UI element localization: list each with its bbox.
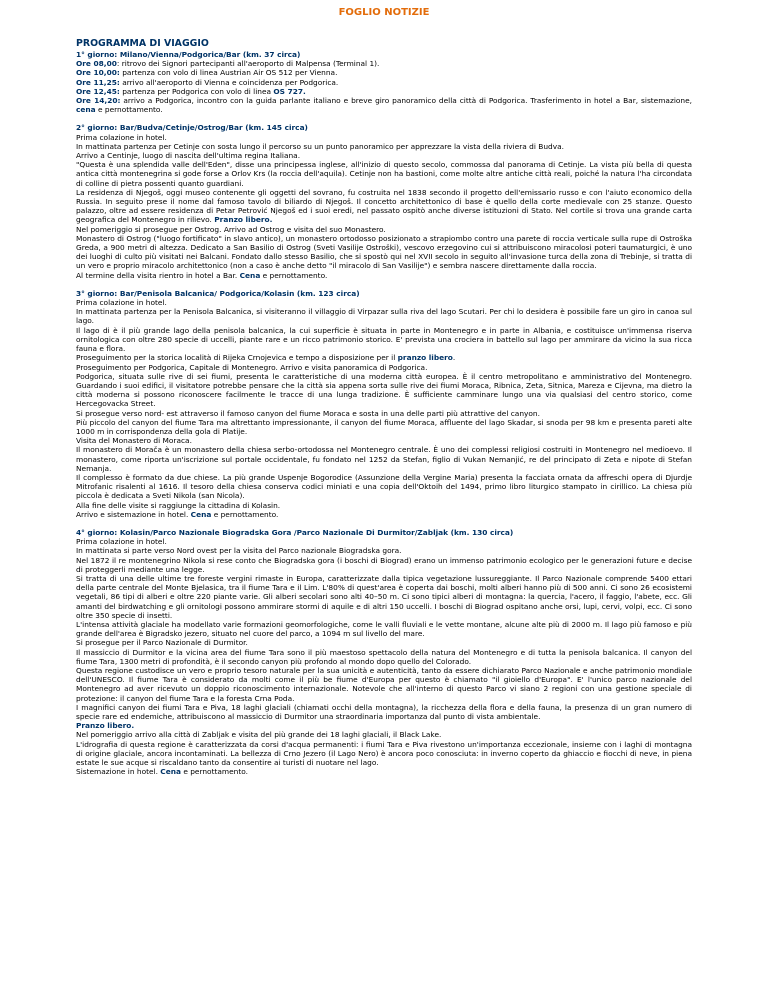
day-3-paragraph: Prima colazione in hotel. (76, 298, 167, 308)
day-1-line-1: Ore 08,00: ritrovo dei Signori partecipanti all'aeroporto di Malpensa (Terminal 1). (76, 59, 380, 69)
day-4-paragraph: Questa regione custodisce un vero e proprio tesoro naturale per la sua unicità e autenticità, tanto da essere dichiarato Parco Nazionale e anche patrimonio mondiale dell'UNESCO. Il fiume Tara è considerato da molti come il più be fiume d'Europa per questo è chiamato "il gioiello d'Europa". E' l'unico parco nazionale del Montenegro ad aver ricevuto un doppio riconoscimento internazionale. Notevole che all'interno di questo Parco vi siano 2 regioni con una gestione speciale di protezione: il canyon del fiume Tara e la foresta Crna Poda. (76, 666, 692, 703)
day-4-section (76, 528, 692, 776)
day-4-title: 4° giorno: Kolasin/Parco Nazionale Biogradska Gora /Parco Nazionale Di Durmitor/Zabljak (km. 130 circa) (76, 527, 514, 537)
day-3-paragraph: Proseguimento per la storica località di Rijeka Crnojevica e tempo a disposizione per il pranzo libero. (76, 353, 456, 363)
day-2-paragraph: Al termine della visita rientro in hotel a Bar. Cena e pernottamento. (76, 270, 328, 280)
day-4-paragraph: Il massiccio di Durmitor e la vicina area del fiume Tara sono il più maestoso spettacolo della natura del Montenegro e di tutta la penisola balcanica. Il canyon del fiume Tara, 1300 metri di profondità, è il secondo canyon più profondo al mondo dopo quello del Colorado. (76, 647, 692, 666)
day-4-paragraph: Sistemazione in hotel. Cena e pernottamento. (76, 767, 248, 777)
day-2-paragraph: Monastero di Ostrog ("luogo fortificato" in slavo antico), un monastero ortodosso posizionato a strapiombo contro una parete di roccia verticale sulla rupe di Ostroška Greda, a 900 metri di altezza. Dedicato a San Basilio di Ostrog (Sveti Vasilije Ostroški), vescovo erzegovino cui si attribuiscono miracolosi poteri taumaturgici, è uno dei luoghi di culto più visitati nei Balcani. Fondato dallo stesso Basilio, che si spostò qui nel XVII secolo in seguito all'invasione turca della zona di Trebinje, si tratta di un vero e proprio miracolo architettonico (non a caso è anche detto "il miracolo di San Vasilije") e sembra nascere direttamente dalla roccia. (76, 233, 692, 271)
day-4-paragraph: In mattinata si parte verso Nord ovest per la visita del Parco nazionale Biogradska gora. (76, 546, 402, 556)
day-2-section (76, 123, 692, 279)
day-2-paragraph: Arrivo a Centinje, luogo di nascita dell'ultima regina Italiana. (76, 151, 301, 161)
day-2-paragraph: "Questa è una splendida valle dell'Eden", disse una principessa inglese, all'inizio di questo secolo, commossa dal panorama di Cetinje. La vista più bella di questa antica città montenegrina si gode forse a Orlov Krs (la roccia dell'aquila). Cetinje non ha bastioni, come molte altre antiche città reali, poiché la natura l'ha circondata di colline di pietra possenti quanto guardiani. (76, 160, 692, 188)
day-2-title: 2° giorno: Bar/Budva/Cetinje/Ostrog/Bar (km. 145 circa) (76, 123, 308, 133)
day-4-paragraph: Prima colazione in hotel. (76, 537, 167, 547)
day-4-paragraph: L'intensa attività glaciale ha modellato varie formazioni geomorfologiche, come le valli fluviali e le vette montane, alcune alte più di 2000 m. Il lago più famoso e più grande dell'area è Bigradsko jezero, situato nel cuore del parco, a 1094 m sul livello del mare. (76, 619, 692, 639)
day-3-paragraph: Più piccolo del canyon del fiume Tara ma altrettanto impressionante, il canyon del fiume Moraca, affluente del lago Skadar, si snoda per 98 km e presenta pareti alte 1000 m in corrispondenza della gola di Platije. (76, 417, 692, 436)
day-2-paragraph: In mattinata partenza per Cetinje con sosta lungo il percorso su un punto panoramico per apprezzare la vista della riviera di Budva. (76, 141, 564, 151)
day-4-paragraph: Nel pomeriggio arrivo alla città di Zabljak e visita del più grande dei 18 laghi glaciali, il Black Lake. (76, 730, 442, 740)
day-3-paragraph: Proseguimento per Podgorica, Capitale di Montenegro. Arrivo e visita panoramica di Podgorica. (76, 362, 428, 372)
day-1-line-3: Ore 11,25: arrivo all'aeroporto di Vienna e coincidenza per Podgorica. (76, 77, 339, 87)
day-3-paragraph: In mattinata partenza per la Penisola Balcanica, si visiteranno il villaggio di Virpazar sulla riva del lago Scutari. Per chi lo desidera è possibile fare un giro in canoa sul lago. (76, 307, 692, 326)
day-2-paragraph: Prima colazione in hotel. (76, 132, 167, 142)
day-1-section (76, 50, 692, 114)
day-4-paragraph: L'idrografia di questa regione è caratterizzata da corsi d'acqua permanenti: i fiumi Tara e Piva rivestono un'importanza eccezionale, insieme con i laghi di montagna di origine glaciale, ancora incontaminati. La bellezza di Crno Jezero (il Lago Nero) è ancora poco conosciuta: in inverno coperto da ghiaccio e fiocchi di neve, in piena estate le sue acque si riscaldano tanto da consentire ai turisti di nuotare nel lago. (76, 739, 692, 768)
day-4-paragraph: I magnifici canyon dei fiumi Tara e Piva, 18 laghi glaciali (chiamati occhi della montagna), la ricchezza della flora e della fauna, la presenza di un gran numero di specie rare ed endemiche, attribuiscono al massiccio di Durmitor una straordinaria importanza dal punto di vista ambientale. (76, 702, 692, 722)
day-3-paragraph: Si prosegue verso nord- est attraverso il famoso canyon del fiume Moraca e sosta in una delle parti più attrattive del canyon. (76, 408, 540, 418)
day-1-title: 1° giorno: Milano/Vienna/Podgorica/Bar (km. 37 circa) (76, 50, 301, 59)
day-3-paragraph: Alla fine delle visite si raggiunge la cittadina di Kolasin. (76, 500, 281, 510)
day-4-paragraph: Si prosegue per il Parco Nazionale di Durmitor. (76, 638, 248, 648)
day-3-paragraph: Il lago di è il più grande lago della penisola balcanica, la cui superficie è situata in parte in Montenegro e in parte in Albania, e costituisce un'immensa riserva ornitologica con oltre 280 specie di uccelli, piante rare e un ricco patrimonio storico. E' prevista una crociera in battello sul lago per ammirare da vicino la sua ricca fauna e flora. (76, 325, 692, 354)
day-4-paragraph: Si tratta di una delle ultime tre foreste vergini rimaste in Europa, caratterizzate dalla tipica vegetazione lussureggiante. Il Parco Nazionale comprende 5400 ettari della parte centrale del Monte Bjelasica, tra il fiume Tara e il Lim. L'80% di quest'area è coperta dai boschi, molti alberi hanno più di 500 anni. Ci sono 26 ecosistemi vegetali, 86 tipi di alberi e oltre 220 piante varie. Gli alberi secolari sono alti 40–50 m. Ci sono tipici alberi di montagna: la quercia, l'acero, il faggio, l'abete, ecc. Gli amanti del birdwatching e gli ornitologi possono ammirare stormi di aquile e di altri 150 uccelli. I boschi di Biograd ospitano anche orsi, lupi, cervi, volpi, ecc. Ci sono oltre 350 specie di insetti. (76, 573, 692, 620)
program-heading: PROGRAMMA DI VIAGGIO (76, 38, 209, 49)
day-3-paragraph: Arrivo e sistemazione in hotel. Cena e pernottamento. (76, 509, 279, 519)
day-3-paragraph: Il complesso è formato da due chiese. La più grande Uspenje Bogorodice (Assunzione della Vergine Maria) presenta la facciata ornata da affreschi opera di Djurdje Mitrofanic risalenti al 1616. Il tesoro della chiesa conserva codici miniati e una copia dell'Oktoih del 1494, primo libro liturgico stampato in cirillico. La chiesa più piccola è dedicata a Sveti Nikola (san Nicola). (76, 472, 692, 501)
day-4-paragraph: Pranzo libero. (76, 721, 135, 731)
day-3-section (76, 289, 692, 519)
day-3-paragraph: Visita del Monastero di Moraca. (76, 436, 192, 446)
day-3-title: 3° giorno: Bar/Penisola Balcanica/ Podgorica/Kolasin (km. 123 circa) (76, 288, 360, 298)
day-1-line-4: Ore 12,45: partenza per Podgorica con volo di linea OS 727. (76, 86, 306, 96)
document-title: FOGLIO NOTIZIE (338, 7, 430, 18)
day-2-paragraph: La residenza di Njegoš, oggi museo contenente gli oggetti del sovrano, fu costruita nel 1838 secondo il progetto dell'emissario russo e con l'aiuto economico della Russia. In seguito prese il nome dal famoso tavolo di biliardo di Njegoš. Il concetto architettonico di base è quello della corte medievale con 25 stanze. Questo palazzo, oltre ad essere residenza di Petar Petrović Njegoš ed i suoi eredi, nel passato ospitò anche diverse istituzioni di Stato. Nel cortile si trova una grande carta geografica del Montenegro in rilievo. Pranzo libero. (76, 187, 692, 225)
day-1-line-5: Ore 14,20: arrivo a Podgorica, incontro con la guida parlante italiano e breve giro panoramico della città di Podgorica. Trasferimento in hotel a Bar, sistemazione, cena e pernottamento. (76, 96, 692, 115)
day-1-line-2: Ore 10,00: partenza con volo di linea Austrian Air OS 512 per Vienna. (76, 68, 338, 78)
day-3-paragraph: Il monastero di Morača è un monastero della chiesa serbo-ortodossa nel Montenegro centrale. È uno dei complessi religiosi costruiti in Montenegro nel medioevo. Il monastero, come riporta un'iscrizione sul portale occidentale, fu fondato nel 1252 da Stefan, figlio di Vukan Nemanjić, re del principato di Zeta e nipote di Stefan Nemanja. (76, 445, 692, 473)
day-2-paragraph: Nel pomeriggio si prosegue per Ostrog. Arrivo ad Ostrog e visita del suo Monastero. (76, 224, 386, 234)
day-3-paragraph: Podgorica, situata sulle rive di sei fiumi, presenta le caratteristiche di una moderna città europea. È il centro metropolitano e amministrativo del Montenegro. Guardando i suoi edifici, il visitatore potrebbe pensare che la città sia appena sorta sulle rive dei fiumi Moraca, Ribnica, Zeta, Sitnica, Mareza e Cijevna, ma dietro la città moderna si possono riconoscere facilmente le tracce di una lunga tradizione. È sufficiente camminare lungo una via qualsiasi del centro storico, come Hercegovacka Street. (76, 371, 692, 409)
day-4-paragraph: Nel 1872 il re montenegrino Nikola si rese conto che Biogradska gora (i boschi di Biograd) erano un immenso patrimonio ecologico per le generazioni future e decise di proteggerli mediante una legge. (76, 555, 692, 574)
